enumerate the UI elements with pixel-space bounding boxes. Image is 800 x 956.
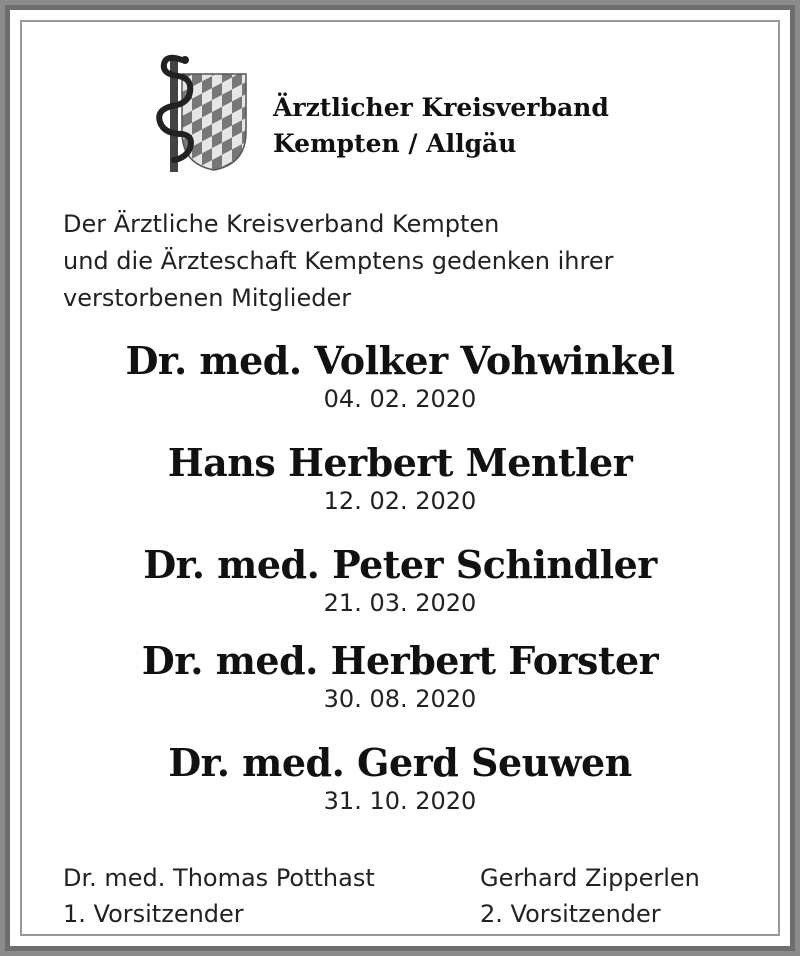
signature-name: Gerhard Zipperlen (480, 864, 700, 892)
intro-line-2: und die Ärzteschaft Kemptens gedenken ihrer (63, 247, 614, 275)
intro-line-1: Der Ärztliche Kreisverband Kempten (63, 210, 500, 238)
deceased-entry (10, 638, 790, 714)
deceased-name: Dr. med. Peter Schindler (143, 542, 657, 587)
deceased-date: 30. 08. 2020 (323, 685, 477, 713)
organization-line-1: Ärztlicher Kreisverband (273, 93, 609, 122)
deceased-name: Dr. med. Volker Vohwinkel (125, 338, 675, 383)
organization-line-2: Kempten / Allgäu (273, 129, 517, 158)
organization-name (273, 90, 609, 162)
intro-line-3: verstorbenen Mitglieder (63, 284, 352, 312)
deceased-name: Dr. med. Gerd Seuwen (168, 740, 632, 785)
deceased-date: 12. 02. 2020 (323, 487, 477, 515)
intro-text (63, 206, 763, 317)
deceased-entry (10, 440, 790, 516)
deceased-date: 04. 02. 2020 (323, 385, 477, 413)
obituary-notice (5, 5, 795, 951)
deceased-date: 31. 10. 2020 (323, 787, 477, 815)
deceased-name: Dr. med. Herbert Forster (141, 638, 659, 683)
signature-role: 2. Vorsitzender (480, 900, 661, 928)
signature-role: 1. Vorsitzender (63, 900, 244, 928)
deceased-entry (10, 542, 790, 618)
deceased-date: 21. 03. 2020 (323, 589, 477, 617)
deceased-name: Hans Herbert Mentler (167, 440, 633, 485)
deceased-entry (10, 740, 790, 816)
signature-first-chair (63, 860, 375, 932)
signature-name: Dr. med. Thomas Potthast (63, 864, 375, 892)
aesculapius-staff-bavarian-shield-icon (152, 48, 248, 172)
deceased-entry (10, 338, 790, 414)
signature-second-chair (480, 860, 700, 932)
